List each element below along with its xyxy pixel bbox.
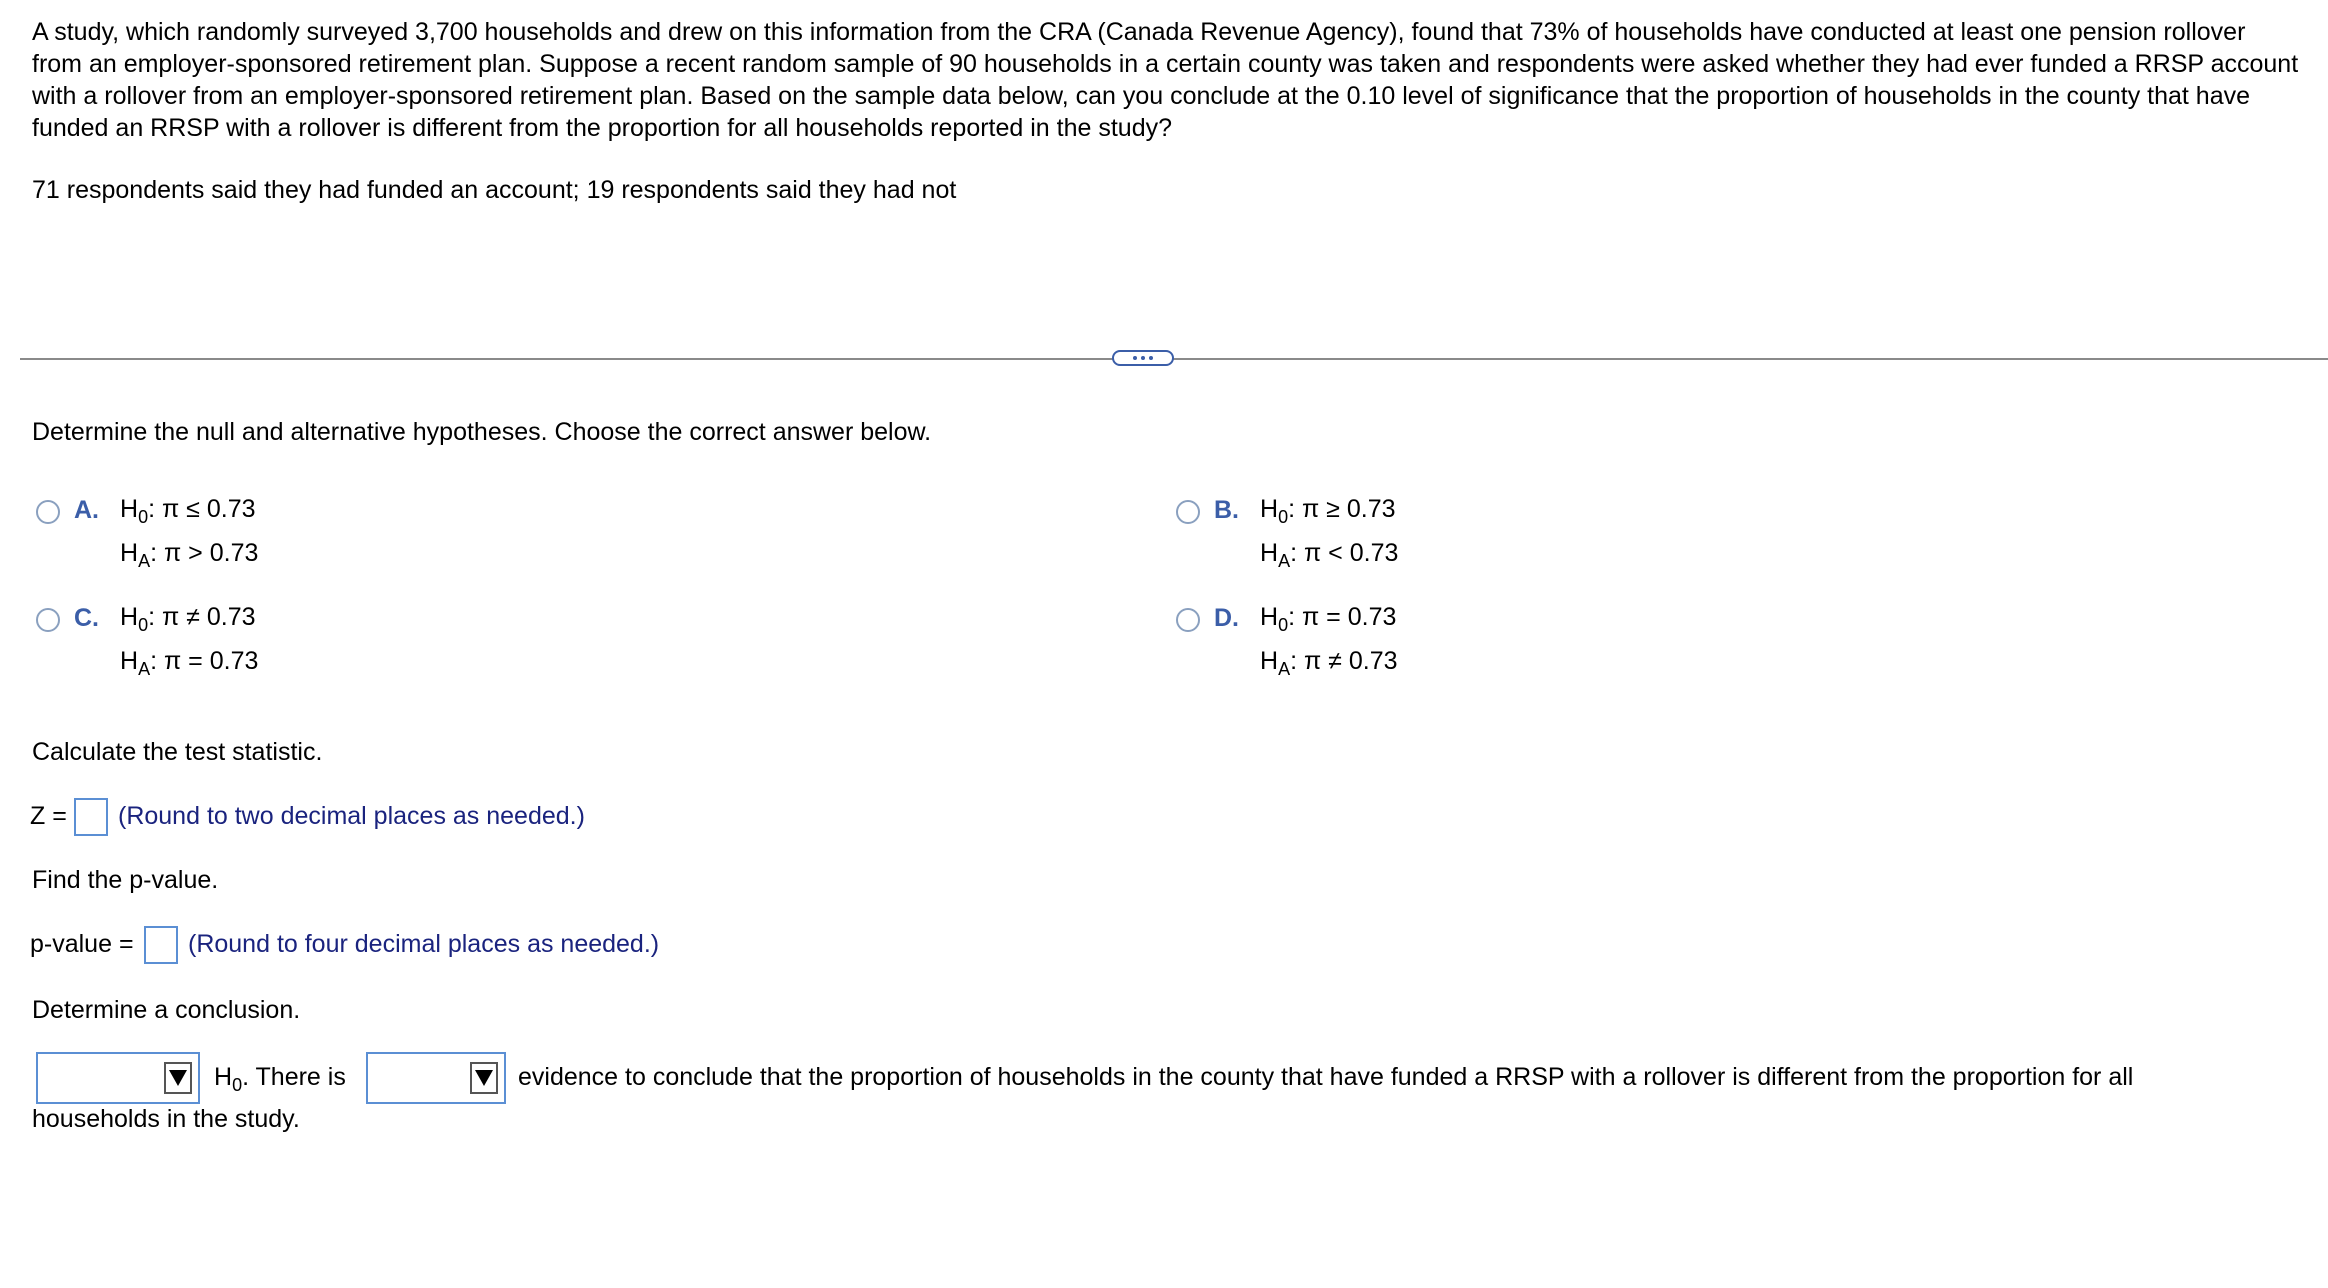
option-b-ha-value: π < 0.73 [1303, 539, 1399, 567]
option-c-h0: $H_0$: π ≠ 0.73 [120, 603, 256, 635]
option-a-ha-value: π > 0.73 [163, 539, 259, 567]
option-c-ha-value: π = 0.73 [163, 647, 259, 675]
option-b-h0-value: π ≥ 0.73 [1301, 495, 1396, 523]
option-d-ha-value: π ≠ 0.73 [1303, 647, 1398, 675]
option-c-h0-value: π ≠ 0.73 [161, 603, 256, 631]
p-value-input[interactable] [144, 926, 178, 964]
reject-decision-dropdown[interactable] [36, 1052, 200, 1104]
option-c-ha: $H_A$: π = 0.73 [120, 647, 259, 679]
radio-option-b[interactable] [1176, 500, 1200, 524]
question-text: A study, which randomly surveyed 3,700 households and drew on this information from the CRA (Canada Revenue Agency), found that 73% of households have conducted at least one pension rollover from an employer-sponsored retirement plan. Suppose a recent random sample of 90 households in a certain county was taken and respondents were asked whether they had ever funded a RRSP account with a rollover from an employer-sponsored retirement plan. Based on the sample data below, can you conclude at the 0.10 level of significance that the proportion of households in the county that have funded an RRSP with a rollover is different from the proportion for all households reported in the study? [32, 18, 2299, 142]
option-b-ha: $H_A$: π < 0.73 [1260, 539, 1399, 571]
more-button[interactable] [1112, 350, 1174, 366]
radio-option-c[interactable] [36, 608, 60, 632]
z-input[interactable] [74, 798, 108, 836]
option-a-letter: A. [74, 496, 99, 524]
option-d-letter: D. [1214, 604, 1239, 632]
conclusion-text-line2: households in the study. [32, 1105, 300, 1133]
radio-option-d[interactable] [1176, 608, 1200, 632]
hypotheses-prompt: Determine the null and alternative hypotheses. Choose the correct answer below. [32, 418, 932, 446]
option-d-h0-value: π = 0.73 [1301, 603, 1397, 631]
section-divider [20, 358, 2328, 360]
conclusion-h0: $H_0$. There is [214, 1063, 346, 1095]
option-b-letter: B. [1214, 496, 1239, 524]
z-hint: (Round to two decimal places as needed.) [118, 802, 585, 830]
p-value-label: p-value = [30, 930, 134, 958]
test-statistic-prompt: Calculate the test statistic. [32, 738, 323, 766]
conclusion-prompt: Determine a conclusion. [32, 996, 301, 1024]
option-b-h0: $H_0$: π ≥ 0.73 [1260, 495, 1396, 527]
radio-option-a[interactable] [36, 500, 60, 524]
evidence-dropdown[interactable] [366, 1052, 506, 1104]
option-a-ha: $H_A$: π > 0.73 [120, 539, 259, 571]
p-value-hint: (Round to four decimal places as needed.) [188, 930, 660, 958]
option-c-letter: C. [74, 604, 99, 632]
z-label: Z = [30, 802, 67, 830]
data-line: 71 respondents said they had funded an account; 19 respondents said they had not [32, 176, 957, 204]
ellipsis-icon [1133, 356, 1137, 360]
conclusion-text-line1: evidence to conclude that the proportion of households in the county that have funded a RRSP with a rollover is different from the proportion for all [518, 1063, 2134, 1091]
triangle-down-icon [470, 1062, 498, 1094]
option-a-h0-value: π ≤ 0.73 [161, 495, 256, 523]
option-d-h0: $H_0$: π = 0.73 [1260, 603, 1397, 635]
option-d-ha: $H_A$: π ≠ 0.73 [1260, 647, 1398, 679]
triangle-down-icon [164, 1062, 192, 1094]
option-a-h0: $H_0$: π ≤ 0.73 [120, 495, 256, 527]
p-value-prompt: Find the p-value. [32, 866, 219, 894]
